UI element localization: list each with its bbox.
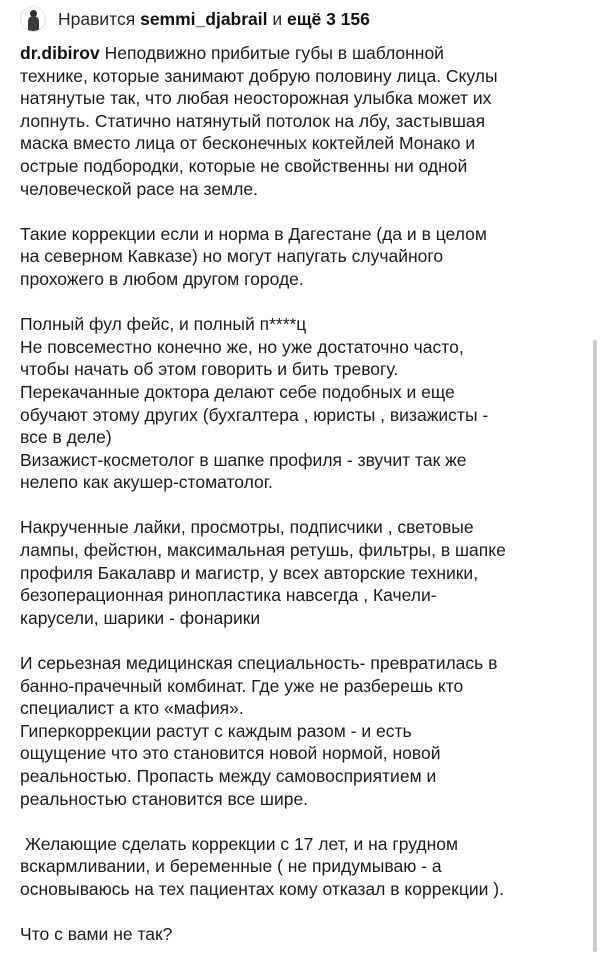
likes-summary[interactable] — [20, 2, 370, 36]
caption-line: все в деле) — [20, 427, 112, 448]
caption-paragraph — [20, 223, 582, 291]
likes-conjunction: и — [267, 8, 288, 29]
caption-line: технике, которые занимают добрую половину лица. Скулы — [20, 65, 498, 86]
caption-line: Накрученные лайки, просмотры, подписчики , световые — [20, 517, 474, 538]
caption-line: человеческой расе на земле. — [20, 178, 258, 199]
caption-line: натянутые так, что любая неосторожная улыбка может их — [20, 88, 492, 109]
caption-paragraph — [20, 652, 582, 810]
caption-line: Желающие сделать коррекции с 17 лет, и на грудном — [20, 833, 459, 854]
caption-line: И серьезная медицинская специальность- превратилась в — [20, 653, 498, 674]
caption-line: специалист а кто «мафия». — [20, 698, 244, 719]
caption-line: Такие коррекции если и норма в Дагестане (да и в целом — [20, 223, 487, 244]
caption-line: профиля Бакалавр и магистр, у всех авторские техники, — [20, 562, 479, 583]
scrollbar[interactable] — [593, 340, 597, 952]
caption-paragraph — [20, 313, 582, 494]
caption-line: карусели, шарики - фонарики — [20, 607, 261, 628]
likes-prefix: Нравится — [58, 8, 141, 29]
caption-line: ощущение что это становится новой нормой, новой — [20, 743, 441, 764]
caption-line: Что с вами не так? — [20, 924, 173, 945]
caption-line: обучают этому других (бухгалтера , юристы , визажисты - — [20, 404, 489, 425]
caption-line: банно-прачечный комбинат. Где уже не разберешь кто — [20, 675, 464, 696]
caption-line: острые подбородки, которые не свойственны ни одной — [20, 155, 468, 176]
caption-line: Перекачанные доктора делают себе подобных и еще — [20, 381, 455, 402]
caption-line: лопнуть. Статично натянутый потолок на лбу, застывшая — [20, 110, 486, 131]
caption-line: Гиперкоррекции растут с каждым разом - и есть — [20, 720, 412, 741]
caption-line: чтобы начать об этом говорить и бить тревогу. — [20, 359, 399, 380]
likes-count[interactable]: ещё 3 156 — [287, 8, 370, 29]
caption-line: маска вместо лица от бесконечных коктейлей Монако и — [20, 133, 476, 154]
caption-text: Неподвижно прибитые губы в шаблонной — [99, 43, 444, 63]
caption-line: прохожего в любом другом городе. — [20, 268, 304, 289]
post-caption — [20, 42, 582, 968]
caption-paragraph — [20, 833, 582, 901]
caption-line: нелепо как акушер-стоматолог. — [20, 472, 273, 493]
caption-paragraph — [20, 923, 582, 946]
caption-line: реальностью становится все шире. — [20, 788, 309, 809]
caption-line: лампы, фейстюн, максимальная ретушь, фильтры, в шапке — [20, 540, 506, 561]
caption-line: основываюсь на тех пациентах кому отказал в коррекции ). — [20, 878, 504, 899]
caption-line — [20, 42, 582, 65]
caption-line: реальностью. Пропасть между самовосприятием и — [20, 766, 437, 786]
caption-line: Визажист-косметолог в шапке профиля - звучит так же — [20, 449, 467, 470]
caption-line: вскармливании, и беременные ( не придумываю - а — [20, 856, 442, 877]
caption-paragraph — [20, 42, 582, 200]
caption-line: Не повсеместно конечно же, но уже достаточно часто, — [20, 336, 464, 357]
author-username[interactable]: dr.dibirov — [20, 43, 100, 63]
caption-line: безоперационная ринопластика навсегда , Качели- — [20, 585, 437, 606]
liker-username[interactable]: semmi_djabrail — [140, 8, 268, 29]
caption-line: на северном Кавказе) но могут напугать случайного — [20, 246, 444, 267]
caption-line: Полный фул фейс, и полный п****ц — [20, 314, 307, 335]
liker-avatar[interactable] — [20, 6, 46, 32]
caption-paragraph — [20, 516, 582, 629]
